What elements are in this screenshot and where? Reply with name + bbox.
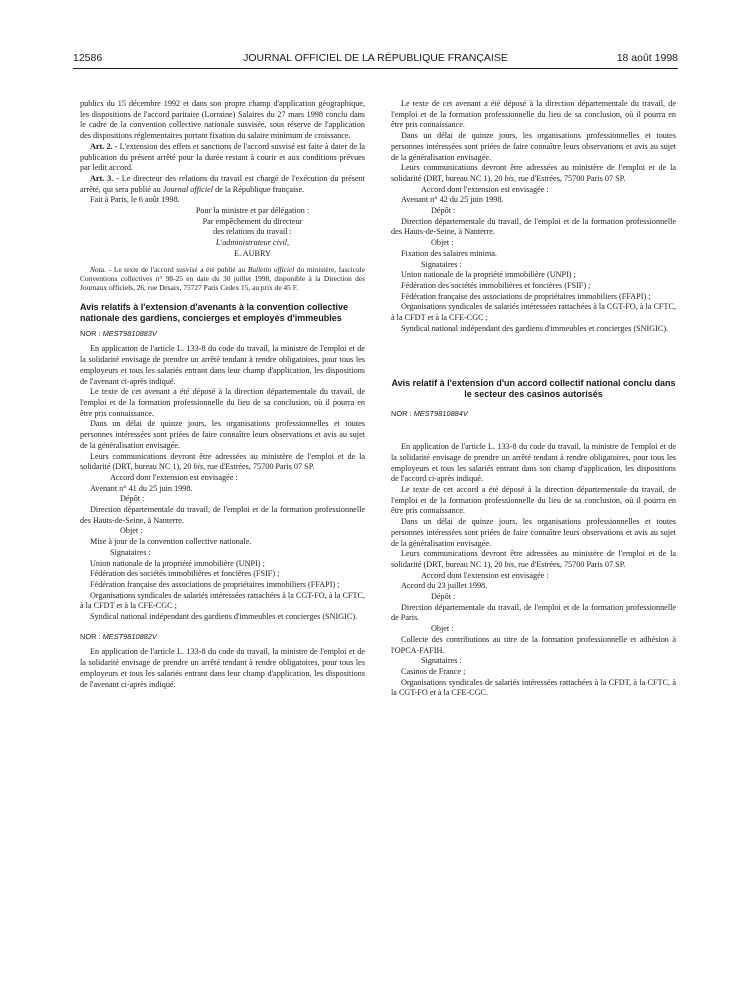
- communications-text: Leurs communications devront être adressées au ministère de l'emploi et de la solidarité (DRT, bureau NC 1), 20: [391, 549, 676, 569]
- communications-text: Leurs communications devront être adressées au ministère de l'emploi et de la solidarité (DRT, bureau NC 1), 20: [391, 163, 676, 183]
- signataire-unpi: Union nationale de la propriété immobilière (UNPI) ;: [401, 270, 576, 280]
- journal-officiel-italic: Journal officiel: [162, 184, 214, 194]
- accord-envisage-label-2: Accord dont l'extension est envisagée :: [421, 570, 549, 580]
- signature-line-1: Pour la ministre et par délégation :: [195, 206, 310, 216]
- depot-text: Direction départementale du travail, de l'emploi et de la formation professionnelle des Hauts-de-Seine, à Nanterre.: [391, 216, 676, 237]
- communications-address: , rue d'Estrées, 75700 Paris 07 SP.: [514, 173, 626, 183]
- article-3: [80, 174, 365, 195]
- signataire-ffapi: Fédération française des associations de propriétaires immobiliers (FFAPI) ;: [90, 579, 340, 589]
- left-column: [80, 99, 365, 690]
- objet-label-2: Objet :: [431, 624, 454, 634]
- accord-envisage-label: Accord dont l'extension est envisagée :: [110, 472, 238, 482]
- accord-envisage-label: Accord dont l'extension est envisagée :: [421, 184, 549, 194]
- article-2-text: L'extension des effets et sanctions de l'accord susvisé est faite à dater de la publication du présent arrêté pour la durée restant à courir et aux conditions prévues par ledit accord.: [80, 141, 366, 173]
- objet-text: Mise à jour de la convention collective nationale.: [90, 537, 252, 547]
- nor-reference-3: [391, 409, 676, 420]
- application-paragraph-2: En application de l'article L. 133-8 du code du travail, la ministre de l'emploi et de la solidarité envisage de prendre un arrêté tendant à rendre obligatoires, pour tous les employeurs et tous les salariés entrant dans leur champ d'application, les dispositions de l'avenant ci-après indiqué.: [80, 647, 365, 689]
- objet-text-2: Collecte des contributions au titre de la formation professionnelle et adhésion à l'OPCA-FAFIH.: [391, 634, 676, 655]
- article-2-label: Art. 2. -: [90, 141, 118, 151]
- signature-line-3: des relations du travail :: [213, 227, 292, 237]
- communications-paragraph: [80, 452, 365, 473]
- communications-paragraph: [391, 163, 676, 184]
- bulletin-officiel-italic: Bulletin officiel: [247, 264, 295, 274]
- nor-reference-1: [80, 329, 365, 340]
- avenant-42: Avenant n° 42 du 25 juin 1998.: [401, 195, 504, 205]
- signataire-ffapi: Fédération française des associations de propriétaires immobiliers (FFAPI) ;: [401, 291, 651, 301]
- nota-text-2: du ministère, fascicule Conventions collectives n° 98-25 en date du 30 juillet 1998, disponible à la Direction des Journaux officiels, 26, rue Desaix, 75727 Paris Cedex 15, au prix de 45 F.: [80, 264, 366, 293]
- signataire-fsif: Fédération des sociétés immobilières et foncières (FSIF) ;: [90, 569, 280, 579]
- bis-italic: bis: [504, 559, 515, 569]
- article-3-end: de la République française.: [213, 184, 305, 194]
- nor-code: MEST9810883V: [102, 328, 157, 338]
- accord-date: Accord du 23 juillet 1998.: [401, 581, 488, 591]
- communications-address: , rue d'Estrées, 75700 Paris 07 SP.: [203, 462, 315, 472]
- journal-title: JOURNAL OFFICIEL DE LA RÉPUBLIQUE FRANÇAISE: [243, 52, 508, 64]
- fait-line: Fait à Paris, le 6 août 1998.: [90, 195, 180, 205]
- signataire-fsif: Fédération des sociétés immobilières et foncières (FSIF) ;: [401, 280, 591, 290]
- article-3-text: Le directeur des relations du travail est chargé de l'exécution du présent arrêté, qui sera publié au: [80, 173, 365, 194]
- article-2: [80, 142, 365, 174]
- objet-label: Objet :: [431, 238, 454, 248]
- delai-paragraph: Dans un délai de quinze jours, les organisations professionnelles et toutes personnes intéressées sont priées de faire connaître leurs observations et avis au sujet de la généralisation envisagée.: [80, 419, 365, 450]
- nor-label: NOR :: [391, 409, 414, 419]
- section-heading-casinos: Avis relatif à l'extension d'un accord collectif national conclu dans le secteur des casinos autorisés: [391, 378, 676, 400]
- signataire-syndicats-casinos: Organisations syndicales de salariés intéressées rattachées à la CFDT, à la CFTC, à la CGT-FO et à la CFE-CGC.: [391, 677, 676, 698]
- depot-paragraph: Le texte de cet avenant a été déposé à la direction départementale du travail, de l'emploi et de la formation professionnelle du lieu de sa conclusion, où il pourra en être pris connaissance.: [391, 99, 676, 130]
- application-paragraph-casinos: En application de l'article L. 133-8 du code du travail, la ministre de l'emploi et de la solidarité envisage de prendre un arrêté tendant à rendre obligatoires, pour tous les employeurs et tous les salariés entrant dans son champ d'application, les dispositions de l'accord ci-après indiqué.: [391, 442, 676, 484]
- depot-label: Dépôt :: [431, 206, 456, 216]
- communications-paragraph-casinos: [391, 549, 676, 570]
- article-3-label: Art. 3. -: [90, 173, 119, 183]
- delai-paragraph-casinos: Dans un délai de quinze jours, les organisations professionnelles et toutes personnes intéressées sont priées de faire connaître leurs observations et avis au sujet de la généralisation envisagée.: [391, 517, 676, 548]
- depot-paragraph: Le texte de cet avenant a été déposé à la direction départementale du travail, de l'emploi et de la formation professionnelle du lieu de sa conclusion, où il pourra en être pris connaissance.: [80, 387, 365, 418]
- objet-label: Objet :: [120, 526, 143, 536]
- nor-reference-2: [80, 632, 365, 643]
- signataires-label-2: Signataires :: [421, 656, 462, 666]
- depot-label-2: Dépôt :: [431, 592, 456, 602]
- nor-label: NOR :: [80, 631, 103, 641]
- objet-text: Fixation des salaires minima.: [401, 248, 497, 258]
- signataire-syndicats: Organisations syndicales de salariés intéressées rattachées à la CGT-FO, à la CFTC, à la CFDT et à la CFE-CGC ;: [80, 590, 365, 611]
- depot-paragraph-casinos: Le texte de cet accord a été déposé à la direction départementale du travail, de l'emploi et de la formation professionnelle du lieu de sa conclusion, où il pourra en être pris connaissance.: [391, 484, 676, 516]
- nor-code: MEST9810884V: [413, 409, 468, 419]
- page-header: [73, 52, 678, 68]
- page-number: 12586: [73, 52, 103, 64]
- section-heading-gardiens: Avis relatifs à l'extension d'avenants à la convention collective nationale des gardiens, concierges et employés d'immeubles: [80, 301, 349, 323]
- depot-label: Dépôt :: [120, 494, 145, 504]
- depot-text: Direction départementale du travail, de l'emploi et de la formation professionnelle des Hauts-de-Seine, à Nanterre.: [80, 505, 365, 525]
- signataires-label: Signataires :: [421, 259, 462, 269]
- signataire-casinos: Casinos de France ;: [401, 666, 466, 676]
- signataire-unpi: Union nationale de la propriété immobilière (UNPI) ;: [90, 558, 265, 568]
- signature-name: E. AUBRY: [234, 248, 271, 258]
- nor-code: MEST9810882V: [102, 631, 157, 641]
- header-rule: [73, 68, 678, 69]
- nota-paragraph: [80, 265, 365, 293]
- publication-date: 18 août 1998: [616, 52, 678, 64]
- nor-label: NOR :: [80, 328, 103, 338]
- signataire-syndicats: Organisations syndicales de salariés intéressées rattachées à la CGT-FO, à la CFTC, à la CFDT et à la CFE-CGC ;: [391, 302, 676, 323]
- communications-text: Leurs communications devront être adressées au ministère de l'emploi et de la solidarité (DRT, bureau NC 1), 20: [80, 451, 365, 472]
- signataire-snigic: Syndical national indépendant des gardiens d'immeubles et concierges (SNIGIC).: [90, 612, 358, 622]
- right-column: [391, 99, 676, 699]
- signature-line-2: Par empêchement du directeur: [202, 216, 303, 226]
- depot-text-2: Direction départementale du travail, de l'emploi et de la formation professionnelle de Paris.: [391, 602, 676, 623]
- nota-label: Nota. -: [90, 264, 112, 274]
- signataire-snigic: Syndical national indépendant des gardiens d'immeubles et concierges (SNIGIC).: [401, 323, 669, 333]
- bis-italic: bis: [193, 462, 204, 472]
- intro-paragraph: publics du 15 décembre 1992 et dans son propre champ d'application géographique, les dispositions de l'accord paritaire (Lorraine) Salaires du 27 mars 1998 conclu dans le cadre de la convention collective nationale susvisée, sous réserve de l'application des dispositions réglementaires portant fixation du salaire minimum de croissance.: [80, 99, 365, 141]
- communications-address: , rue d'Estrées, 75700 Paris 07 SP.: [514, 559, 626, 569]
- bis-italic: bis: [504, 173, 515, 183]
- signataires-label: Signataires :: [110, 547, 151, 557]
- avenant-41: Avenant n° 41 du 25 juin 1998.: [90, 483, 193, 493]
- delai-paragraph: Dans un délai de quinze jours, les organisations professionnelles et toutes personnes intéressées sont priées de faire connaître leurs observations et avis au sujet de la généralisation envisagée.: [391, 131, 676, 162]
- signature-line-4: L'administrateur civil,: [215, 238, 290, 248]
- application-paragraph: En application de l'article L. 133-8 du code du travail, la ministre de l'emploi et de la solidarité envisage de prendre un arrêté tendant à rendre obligatoires, pour tous les employeurs et tous les salariés entrant dans leur champ d'application, les dispositions de l'avenant ci-après indiqué.: [80, 344, 365, 386]
- nota-text-1: Le texte de l'accord susvisé a été publié au: [111, 264, 248, 274]
